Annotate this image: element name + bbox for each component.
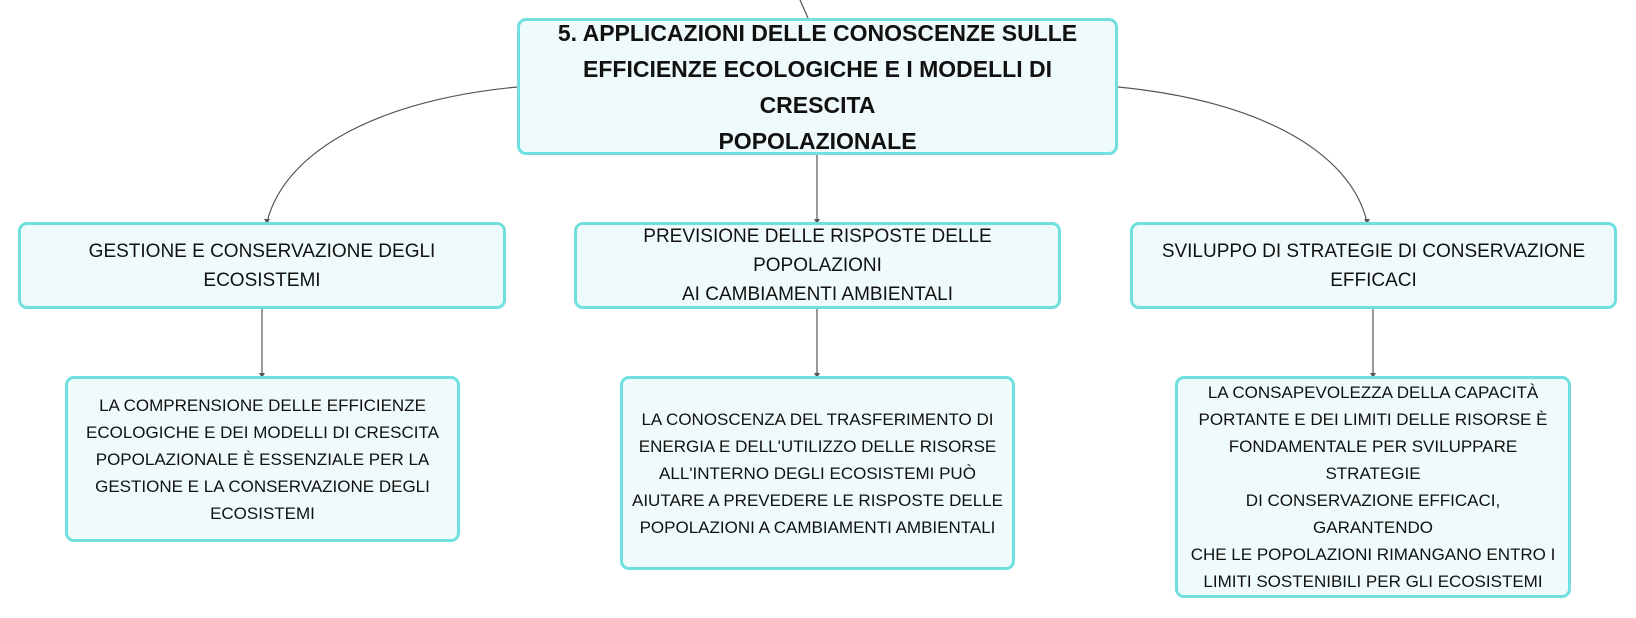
detail-topic-text: LA CONOSCENZA DEL TRASFERIMENTO DI ENERGIA E DELL'UTILIZZO DELLE RISORSE ALL'INTERNO DEGLI ECOSISTEMI PUÒ AIUTARE A PREVEDERE LE RISPOSTE DELLE POPOLAZIONI A CAMBIAMENTI AMBIENTALI	[632, 409, 1003, 537]
detail-topic-ecosystem-management[interactable]	[65, 376, 460, 542]
branch-topic-conservation-strategies[interactable]	[1130, 222, 1617, 309]
branch-topic-population-responses[interactable]	[574, 222, 1061, 309]
detail-topic-text: LA CONSAPEVOLEZZA DELLA CAPACITÀ PORTANTE E DEI LIMITI DELLE RISORSE È FONDAMENTALE PER SVILUPPARE STRATEGIE DI CONSERVAZIONE EFFICACI, GARANTENDO CHE LE POPOLAZIONI RIMANGANO ENTRO I LIMITI SOSTENIBILI PER GLI ECOSISTEMI	[1190, 383, 1556, 591]
detail-topic-conservation-strategies[interactable]	[1175, 376, 1571, 598]
detail-topic-population-responses[interactable]	[620, 376, 1015, 570]
detail-topic-text: LA COMPRENSIONE DELLE EFFICIENZE ECOLOGICHE E DEI MODELLI DI CRESCITA POPOLAZIONALE È ESSENZIALE PER LA GESTIONE E LA CONSERVAZIONE DEGLI ECOSISTEMI	[86, 395, 439, 523]
connector-root-branch-1	[267, 87, 517, 222]
connector-root-branch-3	[1118, 87, 1367, 222]
root-topic[interactable]	[517, 18, 1118, 155]
branch-topic-ecosystem-management[interactable]: GESTIONE E CONSERVAZIONE DEGLI ECOSISTEMI	[18, 222, 506, 309]
branch-topic-text: SVILUPPO DI STRATEGIE DI CONSERVAZIONE EFFICACI	[1161, 240, 1586, 291]
root-topic-text: 5. APPLICAZIONI DELLE CONOSCENZE SULLE EFFICIENZE ECOLOGICHE E I MODELLI DI CRESCITA POPOLAZIONALE	[557, 19, 1078, 154]
branch-topic-text: PREVISIONE DELLE RISPOSTE DELLE POPOLAZIONI AI CAMBIAMENTI AMBIENTALI	[643, 226, 992, 305]
